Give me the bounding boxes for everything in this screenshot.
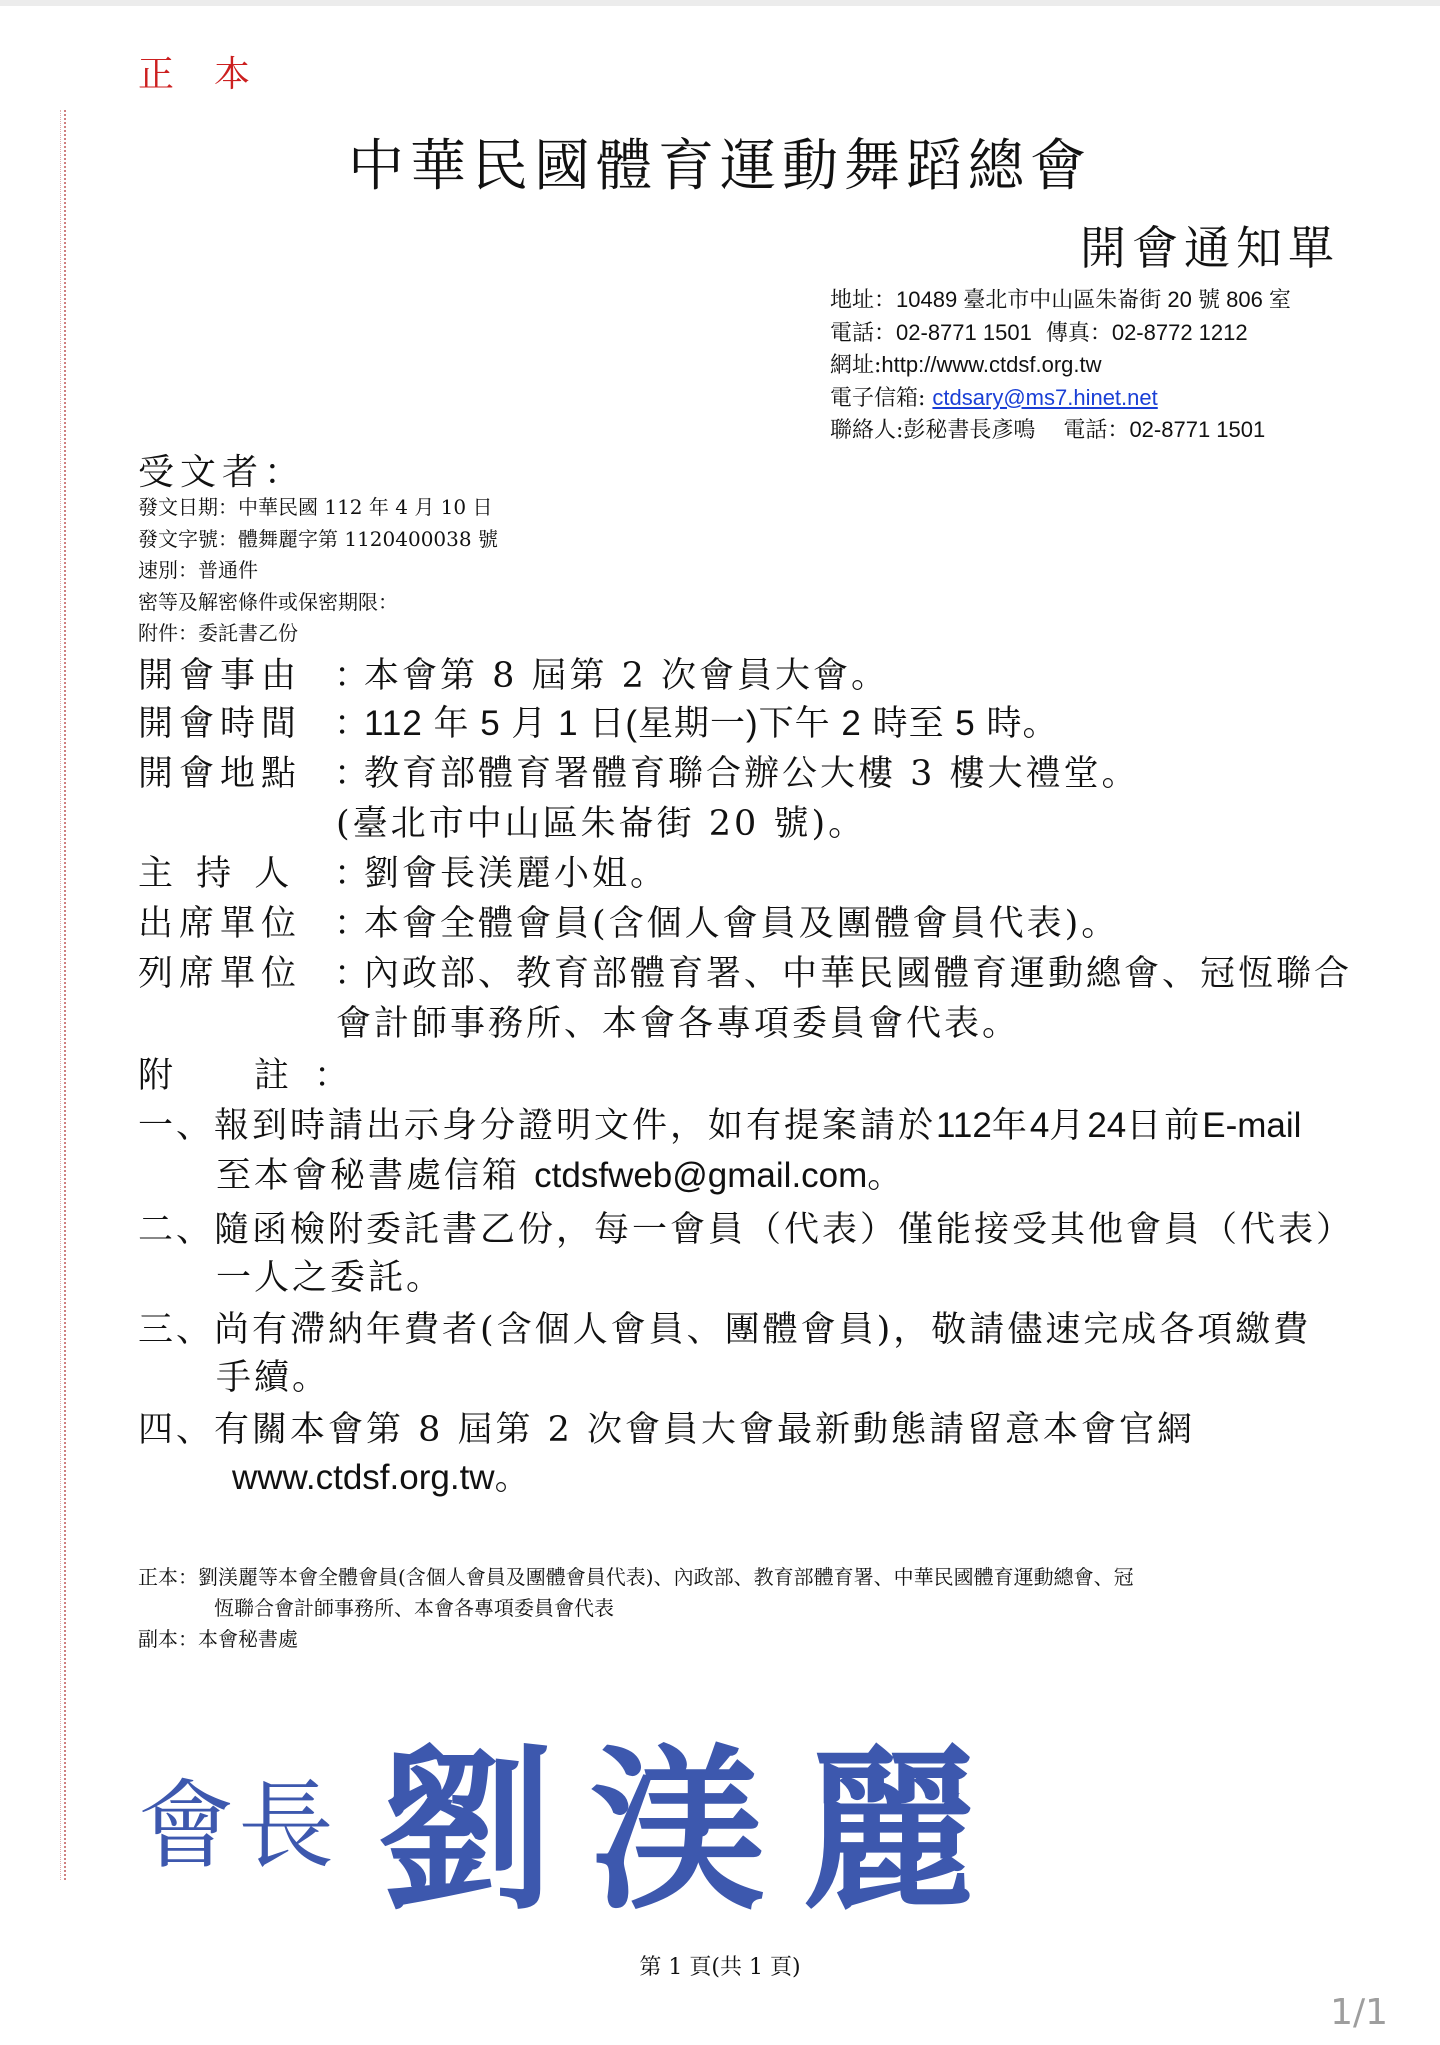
notes-header-char2: 註 — [254, 1056, 290, 1096]
meeting-time — [138, 700, 1059, 748]
colon: ： — [334, 954, 373, 994]
binding-margin-line-secondary — [60, 110, 61, 1880]
attending-units-value: 本會全體會員(含個人會員及團體會員代表)。 — [364, 904, 1120, 944]
meeting-time-value: 112 年 5 月 1 日(星期一)下午 2 時至 5 時。 — [364, 704, 1059, 743]
fax-value: 02-8772 1212 — [1111, 319, 1248, 345]
attending-units — [138, 900, 1119, 948]
observing-units — [138, 950, 1352, 998]
note-1-line2-text: 至本會秘書處信箱 — [216, 1156, 521, 1196]
notice-title: 開會通知單 — [1080, 221, 1340, 275]
address-label: 地址： — [830, 288, 897, 313]
distribution-main: 正本：劉渼麗等本會全體會員(含個人會員及團體會員代表)、內政部、教育部體育署、中華民國體育運動總會、冠 — [138, 1565, 1134, 1589]
colon: ： — [334, 656, 373, 696]
issue-date: 發文日期：中華民國 112 年 4 月 10 日 — [138, 495, 493, 519]
original-stamp: 正本 — [138, 54, 291, 95]
note-2: 二、隨函檢附委託書乙份，每一會員（代表）僅能接受其他會員（代表） — [138, 1210, 1355, 1250]
meeting-time-label: 開會時間 — [138, 704, 303, 744]
website-label: 網址: — [830, 353, 882, 378]
note-1-year: 112 — [936, 1106, 992, 1145]
distribution-block — [138, 1562, 1358, 1655]
contact-block — [830, 284, 1390, 447]
delivery-speed: 速別：普通件 — [138, 558, 258, 582]
note-2-continued: 一人之委託。 — [216, 1258, 445, 1298]
observing-units-value: 內政部、教育部體育署、中華民國體育運動總會、冠恆聯合 — [364, 954, 1353, 994]
document-meta — [138, 492, 1038, 650]
observing-units-label: 列席單位 — [138, 954, 303, 994]
secrecy-level: 密等及解密條件或保密期限： — [138, 589, 398, 614]
contact-person-phone-value: 02-8771 1501 — [1129, 417, 1266, 442]
note-1-email-address: ctdsfweb@gmail.com — [534, 1156, 868, 1195]
contact-person-phone-label: 電話： — [1063, 418, 1130, 443]
note-4: 四、有關本會第 8 屆第 2 次會員大會最新動態請留意本會官網 — [138, 1410, 1196, 1450]
distribution-main-continued: 恆聯合會計師事務所、本會各專項委員會代表 — [214, 1596, 614, 1620]
address-line — [830, 284, 1390, 317]
phone-line — [830, 317, 1390, 350]
colon: ： — [334, 854, 373, 894]
address-value: 10489 臺北市中山區朱崙街 20 號 806 室 — [896, 287, 1291, 312]
document-number: 發文字號：體舞麗字第 1120400038 號 — [138, 526, 498, 551]
phone-value: 02-8771 1501 — [896, 319, 1032, 345]
observing-units-continued: 會計師事務所、本會各專項委員會代表。 — [336, 1004, 1021, 1044]
contact-person-label: 聯絡人: — [830, 418, 904, 443]
organization-title: 中華民國體育運動舞蹈總會 — [348, 134, 1092, 199]
attending-units-label: 出席單位 — [138, 904, 303, 944]
distribution-copy: 副本：本會秘書處 — [138, 1627, 298, 1651]
note-1 — [138, 1102, 1301, 1150]
meeting-place — [138, 750, 1140, 798]
note-4-continued — [232, 1454, 533, 1502]
meeting-reason — [138, 652, 889, 700]
note-1-text: 一、報到時請出示身分證明文件，如有提案請於 — [138, 1106, 937, 1146]
email-label: 電子信箱: — [830, 385, 926, 411]
fax-label: 傳真： — [1045, 320, 1112, 346]
website-value: http://www.ctdsf.org.tw — [881, 352, 1102, 377]
colon: ： — [334, 754, 373, 794]
seal-title: 會長 — [138, 1770, 338, 1882]
note-3-continued: 手續。 — [216, 1358, 331, 1398]
notes-header-colon: ： — [314, 1056, 350, 1096]
website-line — [830, 349, 1390, 382]
notes-header — [138, 1052, 349, 1100]
note-1-month: 4 — [1029, 1106, 1050, 1145]
viewer-page-indicator: 1/1 — [1330, 1992, 1388, 2033]
colon: ： — [334, 704, 373, 744]
note-1-month-unit: 月 — [1049, 1106, 1088, 1146]
attachment: 附件：委託書乙份 — [138, 621, 298, 645]
notes-header-char1: 附 — [138, 1056, 174, 1096]
contact-person-line — [830, 414, 1390, 447]
meeting-reason-value: 本會第 8 屆第 2 次會員大會。 — [364, 656, 890, 696]
seal-name: 劉渼麗 — [378, 1727, 1015, 1934]
viewer-top-bar — [0, 0, 1440, 6]
note-1-day-unit: 日前 — [1126, 1106, 1203, 1146]
note-3: 三、尚有滯納年費者(含個人會員、團體會員)，敬請儘速完成各項繳費 — [138, 1310, 1312, 1350]
note-1-day: 24 — [1087, 1106, 1127, 1145]
page-number: 第 1 頁(共 1 頁) — [639, 1955, 801, 1980]
note-1-continued — [216, 1152, 905, 1200]
meeting-place-value: 教育部體育署體育聯合辦公大樓 3 樓大禮堂。 — [364, 754, 1140, 794]
note-1-year-unit: 年 — [991, 1106, 1030, 1146]
colon: ： — [334, 904, 373, 944]
note-1-email-word: E-mail — [1202, 1106, 1302, 1145]
meeting-host-label: 主 持 人 — [138, 854, 296, 894]
phone-label: 電話： — [830, 320, 897, 346]
email-line — [830, 382, 1390, 415]
note-4-line2-end: 。 — [494, 1458, 533, 1498]
meeting-host-value: 劉會長渼麗小姐。 — [364, 854, 669, 894]
meeting-reason-label: 開會事由 — [138, 656, 303, 696]
meeting-host — [138, 850, 668, 898]
binding-margin-line — [64, 110, 66, 1880]
contact-person-value: 彭秘書長彥鳴 — [903, 418, 1036, 443]
meeting-place-label: 開會地點 — [138, 754, 303, 794]
note-4-website: www.ctdsf.org.tw — [232, 1458, 495, 1497]
meeting-place-address: (臺北市中山區朱崙街 20 號)。 — [336, 804, 867, 844]
recipient-label: 受文者： — [138, 452, 307, 493]
email-link[interactable]: ctdsary@ms7.hinet.net — [932, 384, 1158, 410]
note-1-line2-end: 。 — [867, 1156, 906, 1196]
